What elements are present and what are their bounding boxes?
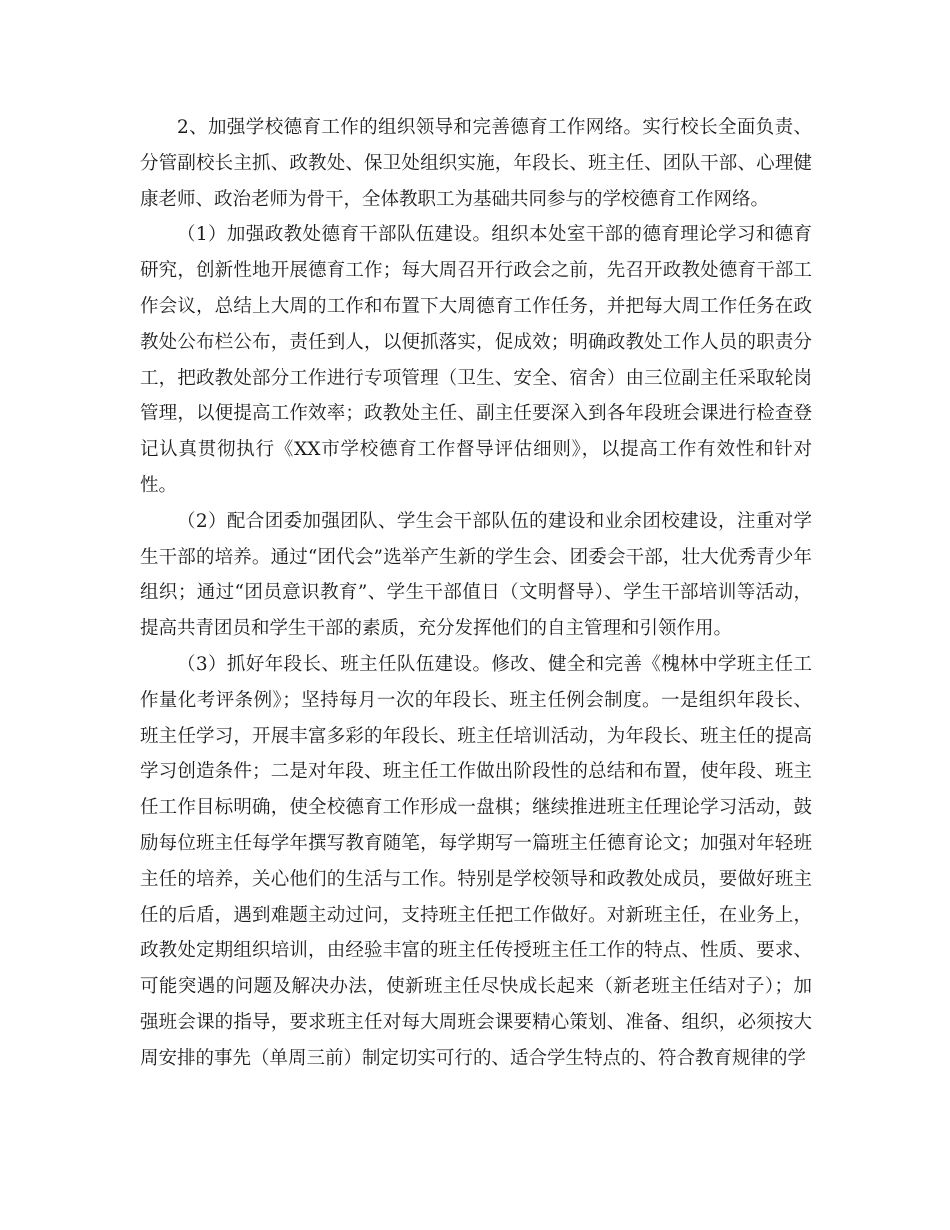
paragraph-section-2: 2、加强学校德育工作的组织领导和完善德育工作网络。实行校长全面负责、分管副校长主抓、政教处、保卫处组织实施，年段长、班主任、团队干部、心理健康老师、政治老师为骨干，全体教职工为基础共同参与的学校德育工作网络。 (140, 117, 812, 210)
paragraph-item-1: （1）加强政教处德育干部队伍建设。组织本处室干部的德育理论学习和德育研究，创新性地开展德育工作；每大周召开行政会之前，先召开政教处德育干部工作会议，总结上大周的工作和布置下大周德育工作任务，并把每大周工作任务在政教处公布栏公布，责任到人，以便抓落实，促成效；明确政教处工作人员的职责分工，把政教处部分工作进行专项管理（卫生、安全、宿舍）由三位副主任采取轮岗管理，以便提高工作效率；政教处主任、副主任要深入到各年段班会课进行检查登记认真贯彻执行《XX市学校德育工作督导评估细则》，以提高工作有效性和针对性。 (140, 224, 812, 496)
paragraph-item-2: （2）配合团委加强团队、学生会干部队伍的建设和业余团校建设，注重对学生干部的培养。通过“团代会”选举产生新的学生会、团委会干部，壮大优秀青少年组织；通过“团员意识教育”、学生干部值日（文明督导）、学生干部培训等活动，提高共青团员和学生干部的素质，充分发挥他们的自主管理和引领作用。 (140, 510, 812, 640)
document-body (140, 110, 812, 1077)
paragraph-item-3: （3）抓好年段长、班主任队伍建设。修改、健全和完善《槐林中学班主任工作量化考评条例》；坚持每月一次的年段长、班主任例会制度。一是组织年段长、班主任学习，开展丰富多彩的年段长、班主任培训活动，为年段长、班主任的提高学习创造条件；二是对年段、班主任工作做出阶段性的总结和布置，使年段、班主任工作目标明确，使全校德育工作形成一盘棋；继续推进班主任理论学习活动，鼓励每位班主任每学年撰写教育随笔，每学期写一篇班主任德育论文；加强对年轻班主任的培养，关心他们的生活与工作。特别是学校领导和政教处成员，要做好班主任的后盾，遇到难题主动过问，支持班主任把工作做好。对新班主任，在业务上，政教处定期组织培训，由经验丰富的班主任传授班主任工作的特点、性质、要求、可能突遇的问题及解决办法，使新班主任尽快成长起来（新老班主任结对子）；加强班会课的指导，要求班主任对每大周班会课要精心策划、准备、组织，必须按大周安排的事先（单周三前）制定切实可行的、适合学生特点的、符合教育规律的学 (140, 653, 812, 1069)
